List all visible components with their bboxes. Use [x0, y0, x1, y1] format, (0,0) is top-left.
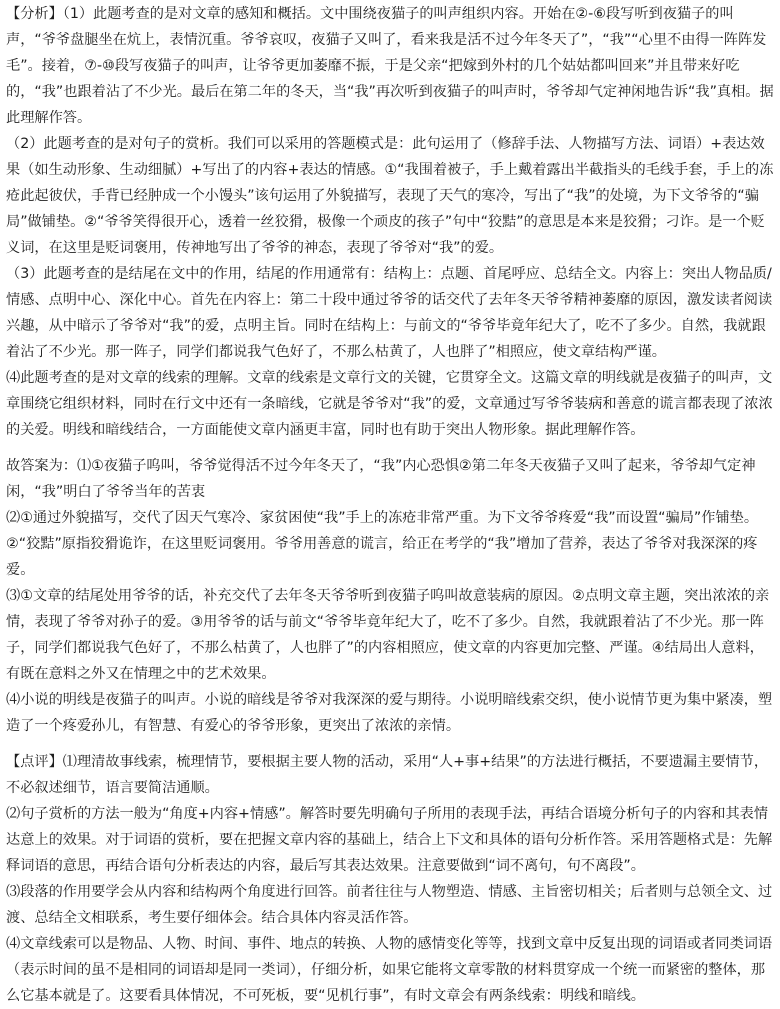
comment-paragraph-3: ⑶段落的作用要学会从内容和结构两个角度进行回答。前者往往与人物塑造、情感、主旨密切相关；后者则与总领全文、过渡、总结全文相联系，考生要仔细体会。结合具体内容灵活作答。 — [6, 884, 773, 926]
answer-paragraph-3: ②“狡黠”原指狡猾诡诈，在这里贬词褒用。爷爷用善意的谎言，给正在考学的“我”增加了营养，表达了爷爷对我深深的疼爱。 — [6, 536, 758, 578]
section-gap — [6, 739, 774, 749]
section-gap — [6, 443, 774, 453]
analysis-paragraph-4: ⑷此题考查的是对文章的线索的理解。文章的线索是文章行文的关键，它贯穿全文。这篇文章的明线就是夜猫子的叫声，文章围绕它组织材料，同时在行文中还有一条暗线，它就是爷爷对“我”的爱，文章通过写爷爷装病和善意的谎言都表现了浓浓的关爱。明线和暗线结合，一方面能使文章内涵更丰富，同时也有助于突出人物形象。据此理解作答。 — [6, 370, 773, 438]
analysis-paragraph-3: （3）此题考查的是结尾在文中的作用，结尾的作用通常有：结构上：点题、首尾呼应、总结全文。内容上：突出人物品质/情感、点明中心、深化中心。首先在内容上：第二十段中通过爷爷的话交代了去年冬天爷爷精神萎靡的原因，激发读者阅读兴趣，从中暗示了爷爷对“我”的爱，点明主旨。同时在结构上：与前文的“爷爷毕竟年纪大了，吃不了多少。自然，我就跟着沾了不少光。那一阵子，同学们都说我气色好了，不那么枯黄了，人也胖了”相照应，使文章结构严谨。 — [6, 266, 773, 360]
analysis-paragraph-1: 【分析】（1）此题考查的是对文章的感知和概括。文中围绕夜猫子的叫声组织内容。开始在②-⑥段写听到夜猫子的叫声，“爷爷盘腿坐在炕上，表情沉重。爷爷哀叹，夜猫子又叫了，看来我是活不过今年冬天了”，“我”“心里不由得一阵阵发毛”。接着，⑦-⑩段写夜猫子的叫声，让爷爷更加萎靡不振，于是父亲“把嫁到外村的几个姑姑都叫回来”并且带来好吃的，“我”也跟着沾了不少光。最后在第二年的冬天，当“我”再次听到夜猫子的叫声时，爷爷却气定神闲地告诉“我”真相。据此理解作答。 — [6, 6, 774, 126]
answer-paragraph-1: 故答案为：⑴①夜猫子呜叫，爷爷觉得活不过今年冬天了，“我”内心恐惧②第二年冬天夜猫子又叫了起来，爷爷却气定神闲，“我”明白了爷爷当年的苦衷 — [6, 458, 756, 500]
answer-paragraph-4: ⑶①文章的结尾处用爷爷的话，补充交代了去年冬天爷爷听到夜猫子呜叫故意装病的原因。②点明文章主题，突出浓浓的亲情，表现了爷爷对孙子的爱。③用爷爷的话与前文“爷爷毕竟年纪大了，吃不了多少。自然，我就跟着沾了不少光。那一阵子，同学们都说我气色好了，不那么枯黄了，人也胖了”的内容相照应，使文章的内容更加完整、严谨。④结局出人意料，有既在意料之外又在情理之中的艺术效果。 — [6, 588, 770, 682]
comment-section — [6, 749, 774, 1009]
analysis-paragraph-2: （2）此题考查的是对句子的赏析。我们可以采用的答题模式是：此句运用了（修辞手法、人物描写方法、词语）+表达效果（如生动形象、生动细腻）+写出了的内容+表达的情感。①“我围着被子，手上戴着露出半截指头的毛线手套，手上的冻疮此起彼伏，手背已经肿成一个小馒头”该句运用了外貌描写，表现了天气的寒冷，写出了“我”的处境，为下文爷爷的“骗局”做铺垫。②“爷爷笑得很开心，透着一丝狡猾，极像一个顽皮的孩子”句中“狡黠”的意思是本来是狡猾；刁诈。是一个贬义词，在这里是贬词褒用，传神地写出了爷爷的神态，表现了爷爷对“我”的爱。 — [6, 136, 774, 256]
comment-paragraph-4: ⑷文章线索可以是物品、人物、时间、事件、地点的转换、人物的感情变化等等，找到文章中反复出现的词语或者同类词语（表示时间的虽不是相同的词语却是同一类词），仔细分析，如果它能将文章零散的材料贯穿成一个统一而紧密的整体，那么它基本就是了。这要看具体情况，不可死板，要“见机行事”，有时文章会有两条线索：明线和暗线。 — [6, 936, 773, 1004]
answer-paragraph-5: ⑷小说的明线是夜猫子的叫声。小说的暗线是爷爷对我深深的爱与期待。小说明暗线索交织，使小说情节更为集中紧凑，塑造了一个疼爱孙儿，有智慧、有爱心的爷爷形象，更突出了浓浓的亲情。 — [6, 692, 773, 734]
comment-paragraph-2: ⑵句子赏析的方法一般为“角度+内容+情感”。解答时要先明确句子所用的表现手法，再结合语境分析句子的内容和其表情达意上的效果。对于词语的赏析，要在把握文章内容的基础上，结合上下文和具体的语句分析作答。采用答题格式是：先解释词语的意思，再结合语句分析表达的内容，最后写其表达效果。注意要做到“词不离句，句不离段”。 — [6, 806, 773, 874]
answer-paragraph-2: ⑵①通过外貌描写，交代了因天气寒冷、家贫困使“我”手上的冻疮非常严重。为下文爷爷疼爱“我”而设置“骗局”作铺垫。 — [6, 510, 759, 526]
analysis-section — [6, 1, 774, 443]
answer-section — [6, 453, 774, 739]
comment-paragraph-1: 【点评】⑴理清故事线索，梳理情节，要根据主要人物的活动，采用“人+事+结果”的方法进行概括，不要遗漏主要情节，不必叙述细节，语言要简洁通顺。 — [6, 754, 769, 796]
